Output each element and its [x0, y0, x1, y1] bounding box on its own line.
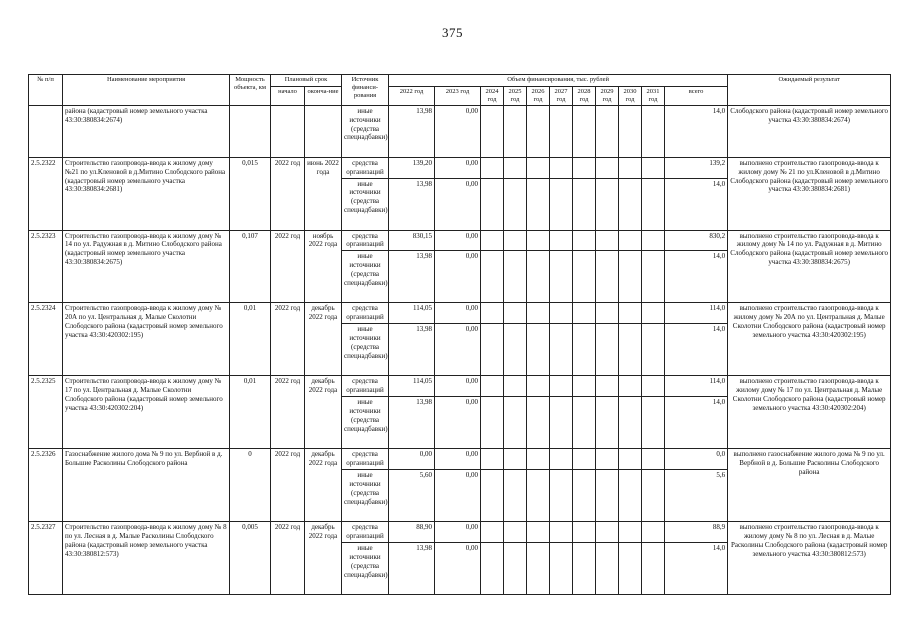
cell-funding-source: иные источники (средства спецнадбавки): [342, 397, 389, 449]
cell-number: 2.5.2323: [29, 230, 63, 303]
cell-empty-year: [573, 178, 596, 230]
table-row: [29, 449, 891, 470]
cell-activity-name: Строительство газопровода-ввода к жилому дому № 17 по ул. Центральная д. Малые Сколотни Слободского района (кадастровый номер земельного участка 43:30:420302:204): [63, 376, 230, 449]
cell-activity-name: района (кадастровый номер земельного участка 43:30:380834:2674): [63, 105, 230, 157]
header-year: 2026 год: [527, 87, 550, 106]
cell-empty-year: [504, 324, 527, 376]
cell-empty-year: [504, 543, 527, 595]
cell-empty-year: [619, 324, 642, 376]
cell-empty-year: [504, 178, 527, 230]
cell-total: 14,0: [665, 178, 728, 230]
cell-empty-year: [550, 324, 573, 376]
cell-start: 2022 год: [271, 449, 305, 522]
cell-empty-year: [596, 230, 619, 251]
cell-expected-result: выполнено строительство газопровода-ввода к жилому дому № 8 по ул. Лесная в д. Малые Расколины Слободского района (кадастровый номер земельного участка 43:30:380812:573): [728, 522, 891, 595]
cell-expected-result: выполнено строительство газопровода-ввода к жилому дому № 14 по ул. Радужная в д. Митино Слободского района (кадастровый номер земельного участка 43:30:380834:2675): [728, 230, 891, 303]
cell-capacity: 0,01: [230, 303, 271, 376]
table-row: [29, 522, 891, 543]
cell-empty-year: [550, 157, 573, 178]
header-year: 2030 год: [619, 87, 642, 106]
cell-funding-source: средства организаций: [342, 376, 389, 397]
cell-total: 14,0: [665, 543, 728, 595]
table-body: [29, 105, 891, 594]
cell-empty-year: [481, 522, 504, 543]
cell-empty-year: [481, 303, 504, 324]
cell-number: 2.5.2326: [29, 449, 63, 522]
header-year: 2023 год: [435, 87, 481, 106]
cell-empty-year: [573, 543, 596, 595]
cell-empty-year: [550, 230, 573, 251]
header-year: 2029 год: [596, 87, 619, 106]
cell-empty-year: [550, 522, 573, 543]
cell-total: 114,0: [665, 303, 728, 324]
cell-expected-result: выполнено строительство газопровода-ввода к жилому дому № 17 по ул. Центральная д. Малые Сколотни Слободского района (кадастровый номер земельного участка 43:30:420302:204): [728, 376, 891, 449]
cell-2023: 0,00: [435, 397, 481, 449]
cell-empty-year: [504, 230, 527, 251]
cell-empty-year: [596, 470, 619, 522]
cell-start: 2022 год: [271, 230, 305, 303]
cell-empty-year: [596, 178, 619, 230]
cell-2022: 5,60: [389, 470, 435, 522]
cell-empty-year: [596, 543, 619, 595]
table-row-carry-over: [29, 105, 891, 157]
cell-empty-year: [527, 303, 550, 324]
header-number: № п/п: [29, 75, 63, 106]
header-capacity: Мощность объекта, км: [230, 75, 271, 106]
cell-empty-year: [642, 376, 665, 397]
cell-empty-year: [527, 543, 550, 595]
cell-empty-year: [619, 178, 642, 230]
header-planned-period: Плановый срок: [271, 75, 342, 87]
cell-2022: 13,98: [389, 397, 435, 449]
header-expected-result: Ожидаемый результат: [728, 75, 891, 106]
cell-empty-year: [573, 376, 596, 397]
cell-funding-source: иные источники (средства спецнадбавки): [342, 470, 389, 522]
page-number: 375: [442, 25, 463, 40]
cell-funding-source: иные источники (средства спецнадбавки): [342, 324, 389, 376]
cell-expected-result: Слободского района (кадастровый номер земельного участка 43:30:380834:2674): [728, 105, 891, 157]
cell-empty-year: [596, 303, 619, 324]
cell-empty-year: [573, 230, 596, 251]
cell-empty-year: [527, 397, 550, 449]
cell-capacity: 0: [230, 449, 271, 522]
cell-2023: 0,00: [435, 251, 481, 303]
cell-empty-year: [481, 251, 504, 303]
cell-empty-year: [527, 522, 550, 543]
cell-empty-year: [642, 543, 665, 595]
cell-activity-name: Строительство газопровода-ввода к жилому дому №21 по ул.Кленовой в д.Митино Слободского района (кадастровый номер земельного участка 43:30:380834:2681): [63, 157, 230, 230]
cell-empty-year: [642, 449, 665, 470]
cell-total: 5,6: [665, 470, 728, 522]
cell-start: 2022 год: [271, 522, 305, 595]
cell-empty-year: [550, 376, 573, 397]
cell-empty-year: [504, 303, 527, 324]
cell-empty-year: [550, 303, 573, 324]
cell-empty-year: [642, 157, 665, 178]
cell-end: ноябрь 2022 года: [305, 230, 342, 303]
header-year: 2031 год: [642, 87, 665, 106]
header-activity-name: Наименование мероприятия: [63, 75, 230, 106]
cell-empty-year: [642, 251, 665, 303]
cell-empty-year: [642, 178, 665, 230]
cell-empty-year: [481, 178, 504, 230]
cell-funding-source: иные источники (средства спецнадбавки): [342, 543, 389, 595]
cell-funding-source: средства организаций: [342, 230, 389, 251]
cell-end: [305, 105, 342, 157]
cell-empty-year: [504, 397, 527, 449]
cell-empty-year: [504, 376, 527, 397]
cell-empty-year: [550, 251, 573, 303]
cell-2023: 0,00: [435, 230, 481, 251]
cell-empty-year: [573, 397, 596, 449]
cell-empty-year: [481, 397, 504, 449]
cell-empty-year: [619, 543, 642, 595]
cell-end: декабрь 2022 года: [305, 449, 342, 522]
cell-activity-name: Строительство газопровода-ввода к жилому дому № 14 по ул. Радужная в д. Митино Слободского района (кадастровый номер земельного участка 43:30:380834:2675): [63, 230, 230, 303]
cell-2022: 114,05: [389, 303, 435, 324]
header-year: 2024 год: [481, 87, 504, 106]
cell-empty-year: [481, 543, 504, 595]
cell-capacity: 0,01: [230, 376, 271, 449]
cell-empty-year: [573, 157, 596, 178]
header-total: всего: [665, 87, 728, 106]
cell-total: 14,0: [665, 324, 728, 376]
cell-empty-year: [573, 251, 596, 303]
cell-2023: 0,00: [435, 324, 481, 376]
cell-empty-year: [642, 324, 665, 376]
cell-empty-year: [619, 376, 642, 397]
cell-2022: 13,98: [389, 178, 435, 230]
cell-empty-year: [642, 303, 665, 324]
cell-empty-year: [642, 230, 665, 251]
cell-empty-year: [527, 157, 550, 178]
cell-2023: 0,00: [435, 522, 481, 543]
header-start: начало: [271, 87, 305, 106]
cell-2022: 88,90: [389, 522, 435, 543]
table-row: [29, 376, 891, 397]
cell-end: декабрь 2022 года: [305, 376, 342, 449]
cell-2023: 0,00: [435, 470, 481, 522]
cell-capacity: 0,107: [230, 230, 271, 303]
cell-funding-source: средства организаций: [342, 449, 389, 470]
cell-2022: 139,20: [389, 157, 435, 178]
cell-empty-year: [527, 178, 550, 230]
header-year: 2022 год: [389, 87, 435, 106]
cell-total: 14,0: [665, 105, 728, 157]
cell-total: 14,0: [665, 251, 728, 303]
cell-empty-year: [527, 251, 550, 303]
cell-2022: 13,98: [389, 105, 435, 157]
header-funding-source: Источник финанси-рования: [342, 75, 389, 106]
header-year: 2027 год: [550, 87, 573, 106]
cell-activity-name: Строительство газопровода-ввода к жилому дому № 20А по ул. Центральная д. Малые Сколотни Слободского района (кадастровый номер земельного участка 43:30:420302:195): [63, 303, 230, 376]
cell-empty-year: [573, 470, 596, 522]
cell-empty-year: [642, 397, 665, 449]
cell-empty-year: [642, 522, 665, 543]
cell-end: декабрь 2022 года: [305, 303, 342, 376]
cell-empty-year: [619, 157, 642, 178]
cell-activity-name: Строительство газопровода-ввода к жилому дому № 8 по ул. Лесная в д. Малые Расколины Слободского района (кадастровый номер земельного участка 43:30:380812:573): [63, 522, 230, 595]
cell-2023: 0,00: [435, 303, 481, 324]
cell-end: декабрь 2022 года: [305, 522, 342, 595]
cell-start: [271, 105, 305, 157]
cell-total: 139,2: [665, 157, 728, 178]
cell-end: июнь 2022 года: [305, 157, 342, 230]
cell-empty-year: [596, 324, 619, 376]
cell-empty-year: [527, 324, 550, 376]
cell-empty-year: [619, 303, 642, 324]
cell-empty-year: [596, 376, 619, 397]
cell-empty-year: [619, 251, 642, 303]
cell-empty-year: [481, 449, 504, 470]
cell-empty-year: [504, 522, 527, 543]
cell-empty-year: [573, 324, 596, 376]
cell-empty-year: [527, 376, 550, 397]
cell-empty-year: [619, 397, 642, 449]
cell-empty-year: [527, 470, 550, 522]
cell-empty-year: [619, 449, 642, 470]
cell-capacity: [230, 105, 271, 157]
cell-empty-year: [619, 470, 642, 522]
header-funding-volume: Объем финансирования, тыс. рублей: [389, 75, 728, 87]
cell-funding-source: средства организаций: [342, 522, 389, 543]
cell-total: 830,2: [665, 230, 728, 251]
cell-empty-year: [596, 251, 619, 303]
cell-empty-year: [596, 157, 619, 178]
cell-2023: 0,00: [435, 376, 481, 397]
table-row: [29, 303, 891, 324]
cell-empty-year: [481, 376, 504, 397]
cell-empty-year: [619, 522, 642, 543]
cell-funding-source: иные источники (средства спецнадбавки): [342, 251, 389, 303]
cell-empty-year: [504, 157, 527, 178]
cell-expected-result: выполнено строительство газопровода-ввода к жилому дому № 21 по ул.Кленовой в д.Митино Слободского района (кадастровый номер земельного участка 43:30:380834:2681): [728, 157, 891, 230]
cell-empty-year: [550, 449, 573, 470]
cell-2023: 0,00: [435, 449, 481, 470]
cell-capacity: 0,015: [230, 157, 271, 230]
cell-funding-source: иные источники (средства спецнадбавки): [342, 178, 389, 230]
cell-total: 114,0: [665, 376, 728, 397]
cell-2022: 13,98: [389, 251, 435, 303]
cell-number: 2.5.2324: [29, 303, 63, 376]
cell-empty-year: [481, 230, 504, 251]
cell-empty-year: [504, 449, 527, 470]
cell-empty-year: [527, 230, 550, 251]
cell-empty-year: [550, 397, 573, 449]
cell-empty-year: [527, 449, 550, 470]
cell-total: 14,0: [665, 397, 728, 449]
cell-number: 2.5.2322: [29, 157, 63, 230]
cell-empty-year: [504, 470, 527, 522]
cell-empty-year: [550, 178, 573, 230]
cell-expected-result: выполнено строительство газопровода-ввода к жилому дому № 20А по ул. Центральная д. Малые Сколотни Слободского района (кадастровый номер земельного участка 43:30:420302:195): [728, 303, 891, 376]
cell-empty-year: [619, 230, 642, 251]
cell-capacity: 0,005: [230, 522, 271, 595]
cell-funding-source: средства организаций: [342, 157, 389, 178]
header-year: 2025 год: [504, 87, 527, 106]
cell-empty-year: [642, 470, 665, 522]
cell-2022: 830,15: [389, 230, 435, 251]
cell-number: [29, 105, 63, 157]
cell-2022: 0,00: [389, 449, 435, 470]
cell-2023: 0,00: [435, 105, 481, 157]
header-end: оконча-ние: [305, 87, 342, 106]
cell-empty-year: [504, 251, 527, 303]
cell-empty-year: [596, 522, 619, 543]
cell-empty-year: [481, 324, 504, 376]
cell-2022: 114,05: [389, 376, 435, 397]
cell-empty-year: [550, 470, 573, 522]
cell-empty-year: [550, 543, 573, 595]
cell-total: 0,0: [665, 449, 728, 470]
cell-2023: 0,00: [435, 543, 481, 595]
cell-expected-result: выполнено газоснабжение жилого дома № 9 по ул. Вербной в д. Большие Расколины Слободского района: [728, 449, 891, 522]
cell-empty-year: [596, 449, 619, 470]
cell-2022: 13,98: [389, 543, 435, 595]
header-year: 2028 год: [573, 87, 596, 106]
cell-total: 88,9: [665, 522, 728, 543]
cell-number: 2.5.2327: [29, 522, 63, 595]
cell-empty-year: [481, 470, 504, 522]
cell-number: 2.5.2325: [29, 376, 63, 449]
cell-empty-year: [573, 449, 596, 470]
cell-start: 2022 год: [271, 303, 305, 376]
cell-start: 2022 год: [271, 157, 305, 230]
cell-2023: 0,00: [435, 178, 481, 230]
cell-funding-source: иные источники (средства спецнадбавки): [342, 105, 389, 157]
cell-2023: 0,00: [435, 157, 481, 178]
cell-empty-year: [573, 303, 596, 324]
table-row: [29, 230, 891, 251]
cell-activity-name: Газоснабжение жилого дома № 9 по ул. Вербной в д. Большие Расколины Слободского района: [63, 449, 230, 522]
cell-empty-year: [573, 522, 596, 543]
funding-table: [28, 74, 891, 595]
cell-empty-year: [481, 157, 504, 178]
cell-start: 2022 год: [271, 376, 305, 449]
cell-2022: 13,98: [389, 324, 435, 376]
cell-funding-source: средства организаций: [342, 303, 389, 324]
cell-empty-year: [596, 397, 619, 449]
table-row: [29, 157, 891, 178]
